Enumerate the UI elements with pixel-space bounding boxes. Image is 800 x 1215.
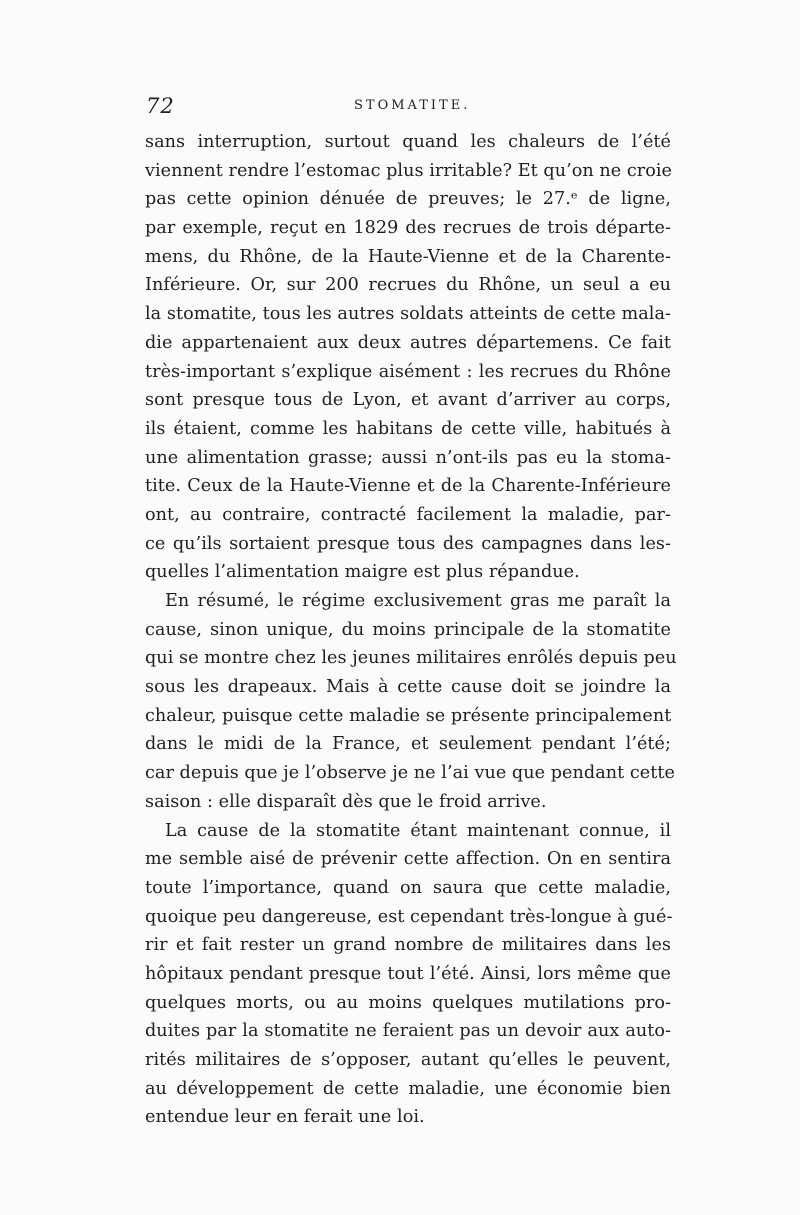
text-line: la stomatite, tous les autres soldats atteints de cette mala-	[145, 304, 671, 325]
text-line: cause, sinon unique, du moins principale de la stomatite	[145, 619, 671, 640]
text-line: qui se montre chez les jeunes militaires enrôlés depuis peu	[145, 648, 677, 669]
paragraph-start-line: En résumé, le régime exclusivement gras me paraît la	[165, 591, 671, 611]
text-line: car depuis que je l’observe je ne l’ai vue que pendant cette	[145, 763, 675, 784]
text-line: hôpitaux pendant presque tout l’été. Ainsi, lors même que	[145, 963, 671, 984]
text-line: chaleur, puisque cette maladie se présente principalement	[145, 705, 672, 726]
text-line: tite. Ceux de la Haute-Vienne et de la Charente-Inférieure	[145, 476, 671, 497]
text-line: me semble aisé de prévenir cette affection. On en sentira	[145, 849, 671, 870]
text-line: quelles l’alimentation maigre est plus répandue.	[145, 562, 580, 583]
text-line: saison : elle disparaît dès que le froid arrive.	[145, 791, 547, 812]
text-line: ce qu’ils sortaient presque tous des campagnes dans les-	[145, 533, 671, 554]
text-line: mens, du Rhône, de la Haute-Vienne et de la Charente-	[145, 246, 671, 267]
text-line: quelques morts, ou au moins quelques mutilations pro-	[145, 992, 671, 1013]
text-line: duites par la stomatite ne feraient pas un devoir aux auto-	[145, 1021, 671, 1042]
text-line: au développement de cette maladie, une économie bien	[145, 1078, 671, 1099]
body-text	[145, 128, 677, 1132]
text-line: dans le midi de la France, et seulement pendant l’été;	[145, 734, 671, 755]
text-line: pas cette opinion dénuée de preuves; le 27.ᵉ de ligne,	[145, 189, 671, 210]
text-line: une alimentation grasse; aussi n’ont-ils pas eu la stoma-	[145, 447, 671, 468]
text-line: toute l’importance, quand on saura que cette maladie,	[145, 877, 671, 898]
text-line: rités militaires de s’opposer, autant qu’elles le peuvent,	[145, 1050, 671, 1070]
text-line: sans interruption, surtout quand les chaleurs de l’été	[145, 132, 671, 152]
text-line: rir et fait rester un grand nombre de militaires dans les	[145, 935, 671, 956]
text-line: sous les drapeaux. Mais à cette cause doit se joindre la	[145, 677, 671, 698]
text-line: très-important s’explique aisément : les recrues du Rhône	[145, 361, 671, 382]
running-title: STOMATITE.	[354, 98, 471, 113]
text-line: viennent rendre l’estomac plus irritable? Et qu’on ne croie	[145, 160, 673, 181]
text-line: die appartenaient aux deux autres départemens. Ce fait	[145, 332, 671, 353]
text-line: entendue leur en ferait une loi.	[145, 1107, 425, 1128]
text-line: Inférieure. Or, sur 200 recrues du Rhône, un seul a eu	[145, 275, 671, 296]
paragraph-start-line: La cause de la stomatite étant maintenant connue, il	[165, 820, 671, 841]
text-line: sont presque tous de Lyon, et avant d’arriver au corps,	[145, 390, 671, 411]
text-line: quoique peu dangereuse, est cependant très-longue à gué-	[145, 906, 673, 927]
page-number: 72	[146, 94, 175, 118]
page-header	[146, 94, 670, 118]
text-line: par exemple, reçut en 1829 des recrues de trois départe-	[145, 218, 671, 239]
text-line: ont, au contraire, contracté facilement la maladie, par-	[145, 504, 671, 525]
text-line: ils étaient, comme les habitans de cette ville, habitués à	[145, 418, 671, 439]
